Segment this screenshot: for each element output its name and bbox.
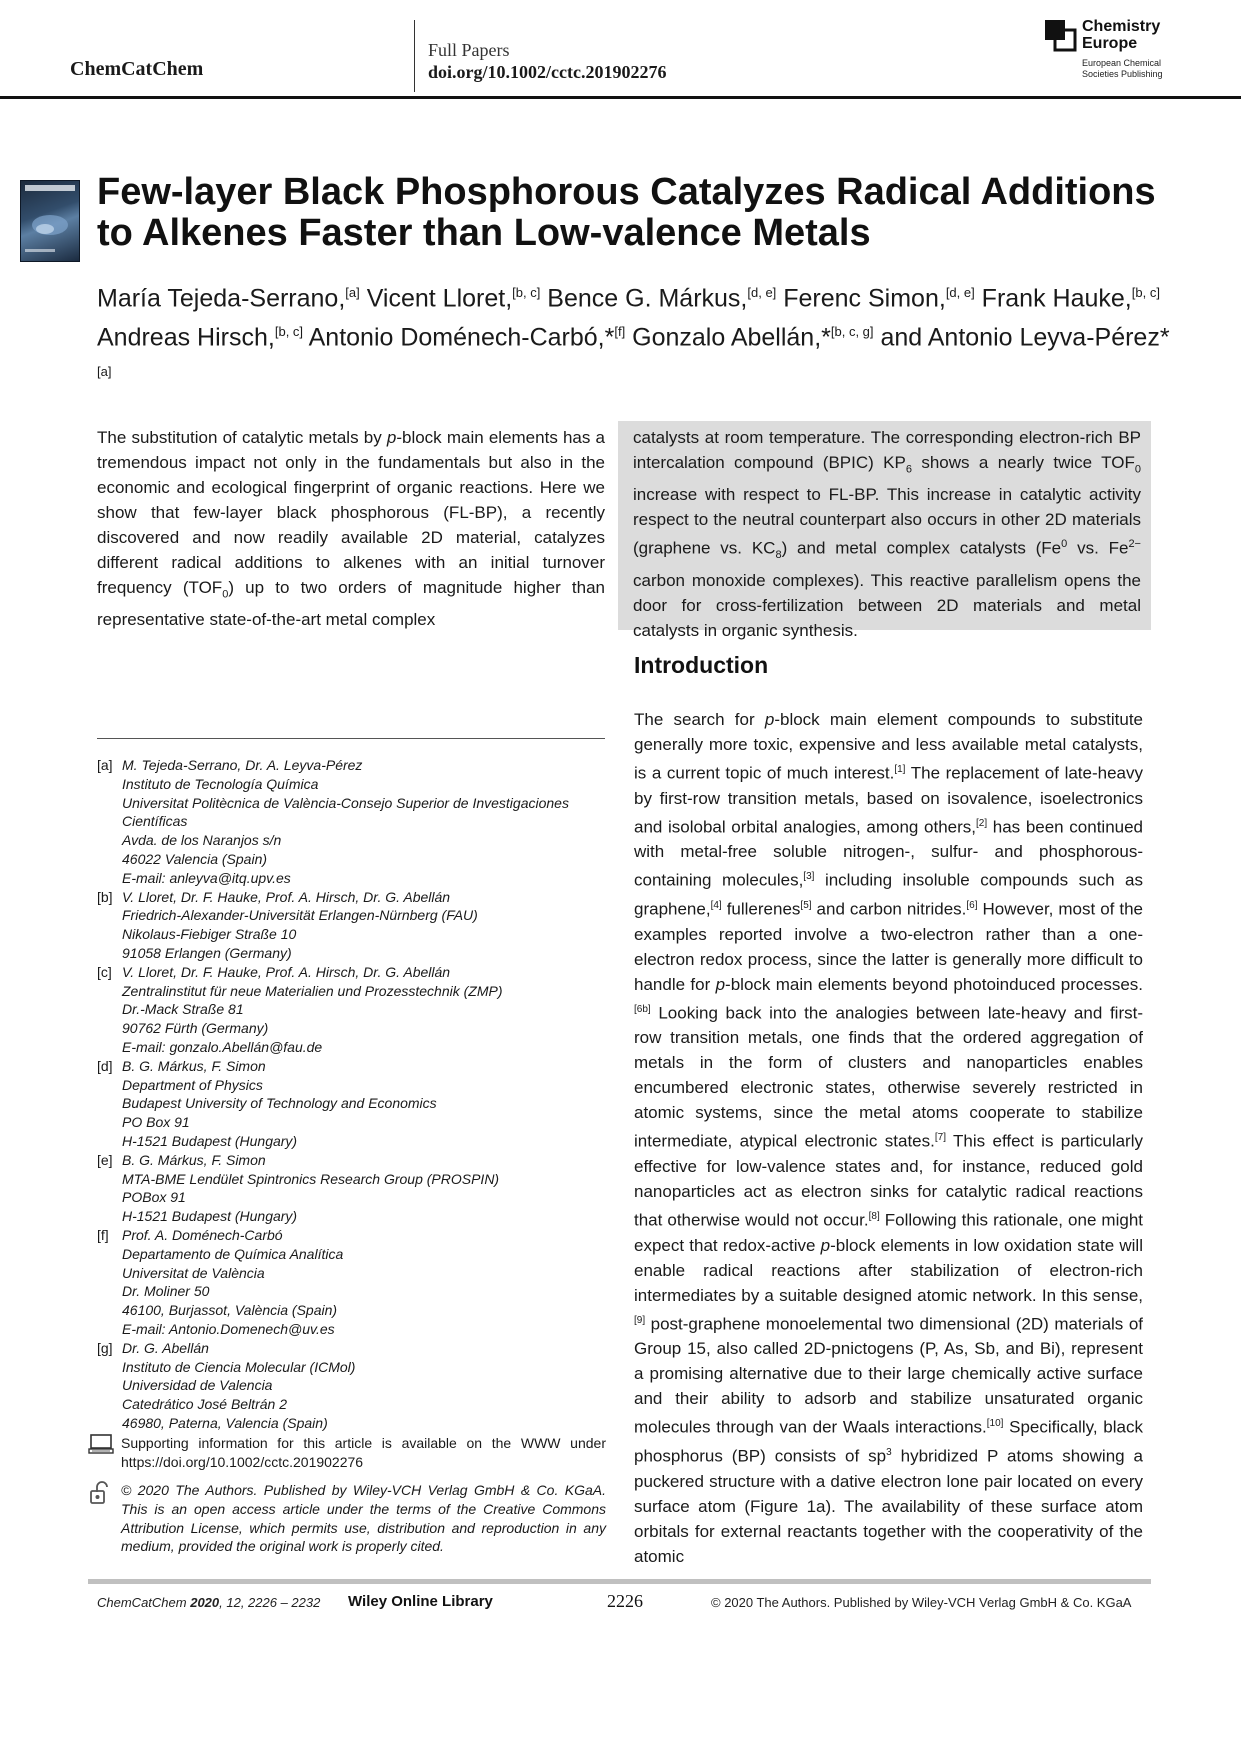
affiliation-label: [a] (97, 757, 113, 773)
license-text: © 2020 The Authors. Published by Wiley-VCH Verlag GmbH & Co. KGaA. This is an open access article under the terms of the Creative Commons Attribution License, which permits use, distribution and reproduction in any medium, provided the original work is properly cited. (121, 1482, 606, 1555)
author-affiliation-marker: [b, c] (274, 324, 304, 340)
citation-marker[interactable]: [2] (976, 817, 988, 829)
abstract-run: p (386, 428, 397, 447)
author-name: and Antonio Leyva-Pérez* (873, 323, 1170, 352)
abstract-run: carbon monoxide complexes). This reactive parallelism opens the door for cross-fertilization between 2D materials and metal catalysts in organic synthesis. (633, 571, 1141, 641)
body-run: post-graphene monoelemental two dimensional (2D) materials of Group 15, also called 2D-pnictogens (P, As, Sb, and Bi), represent a promising alternative due to their large chemically active surface and their ability to adsorb and stabilize unsaturated organic molecules through van der Waals interactions. (634, 1314, 1143, 1437)
abstract-run: The substitution of catalytic metals by (97, 428, 387, 447)
affiliation-label: [c] (97, 963, 112, 980)
publisher-name-line2: Europe (1082, 35, 1138, 52)
footer-journal: ChemCatChem (97, 1595, 187, 1610)
abstract-run: 6 (905, 463, 912, 476)
wiley-online-library-link[interactable]: Wiley Online Library (348, 1593, 493, 1610)
citation-marker[interactable]: [10] (986, 1418, 1004, 1430)
author-name: Bence G. Márkus, (540, 284, 748, 313)
author-affiliation-marker: [b, c, g] (830, 324, 874, 340)
affiliation-entry (97, 1226, 605, 1339)
affiliation-entry (97, 888, 605, 963)
citation-marker[interactable]: [8] (868, 1210, 880, 1222)
license-note (88, 1481, 606, 1556)
affiliation-line: Department of Physics (122, 1076, 263, 1093)
affiliation-line: H-1521 Budapest (Hungary) (122, 1132, 298, 1149)
article-title: Few-layer Black Phosphorous Catalyzes Radical Additions to Alkenes Faster than Low-valence Metals (97, 171, 1156, 254)
affiliation-line: Avda. de los Naranjos s/n (122, 832, 282, 849)
affiliation-authors: Dr. G. Abellán (122, 1339, 209, 1356)
citation-marker[interactable]: [4] (710, 899, 722, 911)
author-name: Andreas Hirsch, (97, 323, 275, 352)
citation-marker[interactable]: [7] (934, 1132, 946, 1144)
abstract-left-text (97, 425, 605, 632)
author-name: Frank Hauke, (974, 284, 1132, 313)
footer-volume-pages: , 12, 2226 – 2232 (219, 1595, 321, 1610)
affiliation-authors: B. G. Márkus, F. Simon (122, 1151, 266, 1168)
abstract-run: shows a nearly twice TOF (911, 453, 1135, 472)
body-run: fullerenes (721, 899, 801, 919)
footer-citation (97, 1595, 320, 1610)
affiliation-line: Universitat de València (122, 1264, 265, 1281)
citation-marker[interactable]: [1] (894, 764, 906, 775)
citation-marker[interactable]: 3 (886, 1446, 892, 1458)
citation-marker[interactable]: [9] (634, 1314, 646, 1326)
affiliation-line: H-1521 Budapest (Hungary) (122, 1208, 298, 1225)
body-run: -block main elements beyond photoinduced processes. (725, 974, 1143, 994)
affiliation-line: 90762 Fürth (Germany) (122, 1020, 269, 1037)
author-list (97, 276, 1177, 394)
abstract-run: 0 (222, 588, 229, 601)
page-number: 2226 (607, 1591, 643, 1611)
footer-copyright: © 2020 The Authors. Published by Wiley-VCH Verlag GmbH & Co. KGaA (711, 1595, 1132, 1610)
abstract-run: catalysts at room temperature. The corresponding electron-rich BP intercalation compound (BPIC) KP (633, 428, 1141, 472)
body-run: -block elements in low oxidation state will enable radical reactions after stabilization of electron-rich intermediates by a suitable designed atomic network. In this sense, (634, 1235, 1143, 1305)
body-run: p (715, 974, 726, 994)
body-run: including insoluble compounds such as graphene, (634, 870, 1144, 919)
author-affiliation-marker: [a] (345, 285, 360, 300)
abstract (88, 421, 1151, 641)
header-divider (414, 20, 415, 92)
affiliation-line: MTA-BME Lendület Spintronics Research Group (PROSPIN) (122, 1170, 500, 1187)
affiliation-entry (97, 1339, 605, 1433)
affiliation-line: PO Box 91 (122, 1114, 190, 1131)
affiliation-label: [b] (97, 888, 113, 905)
affiliation-line[interactable]: E-mail: gonzalo.Abellán@fau.de (122, 1038, 323, 1055)
author-name: Ferenc Simon, (776, 284, 946, 313)
abstract-run: 0 (1134, 463, 1141, 476)
doi-link[interactable]: doi.org/10.1002/cctc.201902276 (428, 62, 667, 82)
body-run: hybridized P atoms showing a puckered structure with a dative electron lone pair located on every surface atom (Figure 1a). The availability of these surface atom orbitals for external reactants together with the cooperativity of the atomic (634, 1446, 1143, 1566)
abstract-run: vs. Fe (1067, 539, 1129, 559)
affiliation-line: Dr.-Mack Straße 81 (122, 1001, 244, 1018)
citation-marker[interactable]: [6b] (634, 1003, 651, 1015)
affiliation-line: Departamento de Química Analítica (122, 1245, 344, 1262)
affiliation-label: [e] (97, 1151, 113, 1168)
author-affiliation-marker: [d, e] (747, 285, 777, 300)
abstract-run: increase with respect to FL-BP. This increase in catalytic activity respect to the neutral counterpart also occurs in other 2D materials (graphene vs. KC (633, 485, 1141, 559)
abstract-run: ) up to two orders of magnitude higher than representative state-of-the-art metal complex (97, 578, 605, 630)
affiliation-line: 91058 Erlangen (Germany) (122, 944, 292, 961)
author-name: María Tejeda-Serrano, (97, 284, 346, 313)
citation-marker[interactable]: [6] (966, 899, 978, 911)
affiliation-line: 46100, Burjassot, València (Spain) (122, 1302, 338, 1319)
affiliation-label: [d] (97, 1057, 113, 1074)
citation-marker[interactable]: [5] (800, 899, 812, 911)
supporting-info-text[interactable]: Supporting information for this article is available on the WWW under https://doi.org/10.1002/cctc.201902276 (121, 1435, 606, 1470)
body-run: The search for (634, 710, 765, 729)
author-affiliation-marker: [f] (614, 324, 626, 340)
abstract-run: -block main elements has a tremendous impact not only in the fundamentals but also in the economic and ecological fingerprint of organic reactions. Here we show that few-layer black phosphorous (FL-BP), a recently discovered and now readily available 2D material, catalyzes different radical additions to alkenes with an initial turnover frequency (TOF (97, 428, 605, 597)
affiliation-line: Instituto de Tecnología Química (122, 775, 319, 792)
body-run: Following this rationale, one might expect that redox-active (634, 1210, 1144, 1255)
publisher-sub-line1: European Chemical (1082, 58, 1162, 68)
cover-art-icon (21, 181, 79, 261)
affiliation-rule (97, 738, 605, 739)
affiliation-line: Zentralinstitut für neue Materialien und Prozesstechnik (ZMP) (122, 982, 503, 999)
footer-year: 2020 (190, 1595, 220, 1610)
journal-cover-thumbnail (20, 180, 80, 262)
abstract-run: 8 (775, 549, 782, 562)
affiliation-authors: M. Tejeda-Serrano, Dr. A. Leyva-Pérez (122, 757, 363, 773)
affiliation-line: Dr. Moliner 50 (122, 1283, 210, 1300)
abstract-run: ) and metal complex catalysts (Fe (781, 539, 1062, 559)
author-name: Vicent Lloret, (359, 284, 513, 313)
affiliation-line[interactable]: E-mail: Antonio.Domenech@uv.es (122, 1320, 335, 1337)
body-run: p (820, 1235, 831, 1255)
body-run: Specifically, black phosphorus (BP) consists of sp (634, 1417, 1143, 1466)
affiliation-line: Catedrático José Beltrán 2 (122, 1396, 287, 1413)
affiliation-line[interactable]: E-mail: anleyva@itq.upv.es (122, 869, 291, 886)
section-heading-introduction: Introduction (634, 652, 769, 678)
body-run: Looking back into the analogies between late-heavy and first-row transition metals, one finds that the ordered aggregation of metals in the form of clusters and nanoparticles enables encumbered electronic states, otherwise severely restricted in atomic systems, since the metal atoms cooperate to stabilize intermediate, atypical electronic states. (634, 1003, 1143, 1151)
body-run: The replacement of late-heavy by first-row transition metals, based on isovalence, isoelectronics and isolobal orbital analogies, among others, (634, 763, 1143, 837)
chemistry-europe-logo-icon (1045, 20, 1077, 52)
affiliation-line: POBox 91 (122, 1189, 186, 1206)
affiliation-authors: B. G. Márkus, F. Simon (122, 1057, 266, 1074)
affiliation-authors: V. Lloret, Dr. F. Hauke, Prof. A. Hirsch, Dr. G. Abellán (122, 888, 451, 905)
affiliation-entry (97, 963, 605, 1057)
body-run: However, most of the examples reported involve a two-electron rather than a one-electron redox process, since the latter is generally more difficult to handle for (634, 899, 1144, 994)
author-name: Antonio Doménech-Carbó,* (303, 323, 615, 352)
abstract-run: 0 (1061, 538, 1068, 551)
author-affiliation-marker: [a] (97, 363, 112, 379)
body-run: has been continued with metal-free soluble nitrogen-, sulfur- and phosphorous-containing molecules, (634, 817, 1144, 890)
affiliation-entry (97, 756, 605, 888)
footer-bar (88, 1579, 1151, 1584)
introduction-body (634, 707, 1143, 1569)
affiliation-line: 46980, Paterna, Valencia (Spain) (122, 1414, 328, 1431)
author-affiliation-marker: [d, e] (945, 285, 975, 300)
abstract-right-text (633, 425, 1141, 643)
author-affiliation-marker: [b, c] (512, 285, 541, 300)
open-access-lock-icon (88, 1481, 114, 1505)
body-run: -block main element compounds to substitute generally more toxic, expensive and less available metal catalysts, is a current topic of much interest. (634, 710, 1143, 783)
body-run: This effect is particularly effective for low-valence states and, for instance, reduced gold nanoparticles act as electron sinks for catalytic radical reactions that otherwise would not occur. (634, 1131, 1143, 1230)
body-run: p (764, 710, 775, 729)
affiliation-line: Friedrich-Alexander-Universität Erlangen-Nürnberg (FAU) (122, 907, 478, 924)
affiliation-entry (97, 1057, 605, 1151)
affiliation-authors: Prof. A. Doménech-Carbó (122, 1226, 283, 1243)
affiliation-line: Budapest University of Technology and Economics (122, 1095, 437, 1112)
journal-name: ChemCatChem (70, 58, 204, 80)
affiliation-entry (97, 1151, 605, 1226)
affiliations (97, 756, 605, 1433)
author-affiliation-marker: [b, c] (1131, 285, 1160, 300)
publisher-logo (1045, 18, 1175, 82)
author-name: Gonzalo Abellán,* (625, 323, 831, 352)
affiliation-label: [g] (97, 1339, 113, 1356)
supporting-info-note (88, 1434, 606, 1472)
article-type: Full Papers (428, 40, 510, 60)
affiliation-line: Universitat Politècnica de València-Consejo Superior de Investigaciones Científicas (122, 794, 569, 830)
body-run: and carbon nitrides. (811, 899, 967, 919)
affiliation-line: 46022 Valencia (Spain) (122, 850, 268, 867)
affiliation-line: Nikolaus-Fiebiger Straße 10 (122, 926, 297, 943)
publisher-name-line1: Chemistry (1082, 18, 1161, 35)
citation-marker[interactable]: [3] (803, 871, 815, 883)
affiliation-label: [f] (97, 1226, 109, 1243)
publisher-sub-line2: Societies Publishing (1082, 69, 1163, 79)
affiliation-authors: V. Lloret, Dr. F. Hauke, Prof. A. Hirsch, Dr. G. Abellán (122, 963, 451, 980)
affiliation-line: Universidad de Valencia (122, 1377, 273, 1394)
abstract-run: 2− (1128, 538, 1141, 551)
header-rule (0, 96, 1241, 99)
computer-icon (88, 1434, 114, 1456)
affiliation-line: Instituto de Ciencia Molecular (ICMol) (122, 1358, 356, 1375)
